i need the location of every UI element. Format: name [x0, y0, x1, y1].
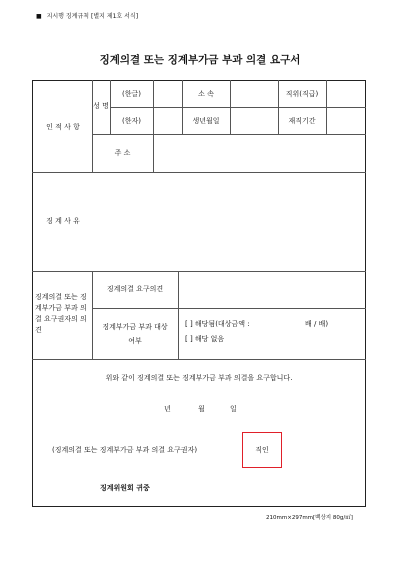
date-month: 월: [198, 405, 205, 413]
divider: [178, 271, 179, 359]
form-label: 지시행 징계규칙 [별지 제1호 서식]: [46, 13, 139, 20]
bullet-icon: ■: [36, 13, 42, 20]
birthdate-label: 생년월일: [192, 117, 220, 125]
divider: [32, 172, 366, 173]
hangul-label: (한글): [122, 90, 141, 98]
divider: [110, 80, 111, 134]
date-day: 일: [230, 405, 237, 413]
divider: [110, 107, 366, 108]
personal-section-label: 인 적 사 항: [46, 123, 80, 131]
divider: [92, 271, 93, 359]
option-not-applicable: [ ] 해당 없음: [185, 335, 225, 343]
option-applicable: [ ] 해당됨(대상금액 :: [185, 320, 250, 328]
address-label: 주 소: [114, 149, 131, 157]
divider: [92, 308, 366, 309]
reason-label: 징 계 사 유: [46, 217, 80, 225]
divider: [32, 271, 366, 272]
divider: [278, 80, 279, 134]
addressee-label: 징계위원회 귀중: [100, 484, 150, 492]
divider: [230, 80, 231, 134]
page-title: 징계의결 또는 징계부가금 부과 의결 요구서: [99, 54, 301, 66]
opinion-label: 징계의결 또는 징계부가금 부과 의결 요구권자의 의견: [35, 293, 87, 334]
name-label: 성 명: [93, 102, 109, 110]
hanja-label: (한자): [122, 117, 141, 125]
affiliation-label: 소 속: [198, 90, 214, 98]
form-header: [36, 14, 138, 20]
option-multiplier: 배 / 배): [305, 320, 329, 328]
position-label: 직위(직급): [285, 90, 319, 98]
paper-size-note: 210mm×297mm[백상지 80g/㎡]: [266, 515, 353, 521]
divider: [153, 80, 154, 172]
seal-label: 직인: [255, 446, 269, 454]
divider: [182, 80, 183, 134]
disciplinary-opinion-label: 징계의결 요구의견: [106, 285, 164, 293]
requester-label: (징계의결 또는 징계부가금 부과 의결 요구권자): [52, 446, 198, 454]
tenure-label: 재직기간: [288, 117, 316, 125]
divider: [92, 134, 366, 135]
date-year: 년: [164, 405, 171, 413]
divider: [92, 80, 93, 172]
divider: [326, 80, 327, 134]
divider: [32, 359, 366, 360]
surcharge-target-label: 징계부가금 부과 대상 여부: [102, 323, 168, 345]
request-statement: 위와 같이 징계의결 또는 징계부가금 부과 의결을 요구합니다.: [105, 374, 293, 382]
